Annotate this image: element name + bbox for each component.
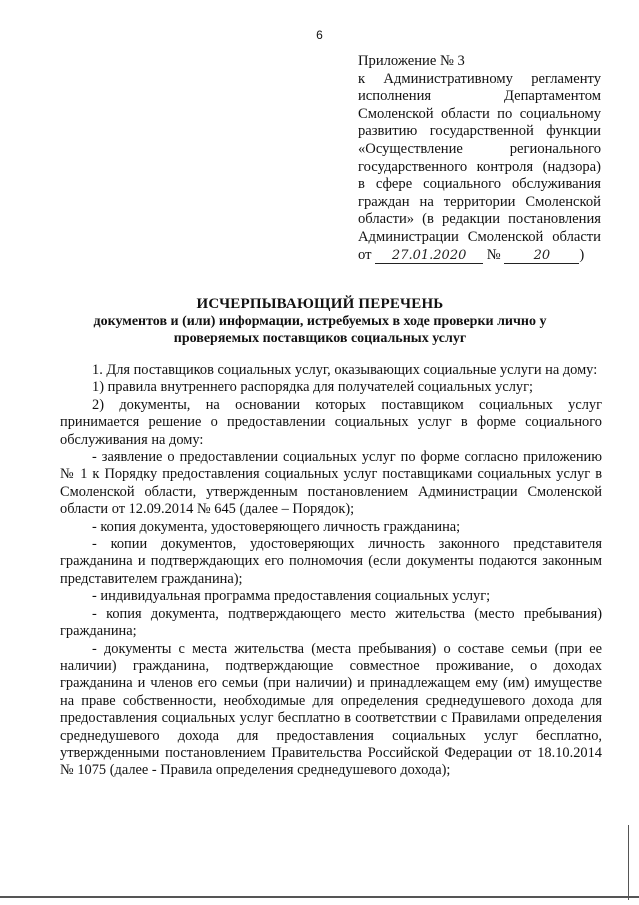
number-label: № — [486, 246, 501, 263]
annex-line: исполнения Департаментом — [358, 88, 601, 105]
annex-header — [358, 53, 601, 264]
paragraph: - копия документа, удостоверяющего личность гражданина; — [92, 518, 461, 535]
paragraph: 2) документы, на основании которых поставщиком социальных услуг принимается решение о предоставлении социальных услуг в форме социального обслуживания на дому: — [60, 396, 602, 448]
page-number: 6 — [316, 28, 323, 42]
handwritten-date: 27.01.2020 — [375, 249, 483, 264]
annex-line: к Административному регламенту — [358, 70, 601, 87]
annex-line: государственного контроля (надзора) — [358, 158, 601, 175]
scan-edge-mark — [628, 825, 629, 900]
document-subtitle: документов и (или) информации, истребуемых в ходе проверки лично у — [93, 314, 547, 329]
annex-signature-line — [358, 247, 601, 265]
document-title: ИСЧЕРПЫВАЮЩИЙ ПЕРЕЧЕНЬ — [196, 296, 444, 312]
closing-paren: ) — [579, 246, 585, 263]
paragraph: - заявление о предоставлении социальных услуг по форме согласно приложению № 1 к Порядку предоставления социальных услуг поставщиками социальных услуг в Смоленской области, утвержденным постановлением Администрации Смоленской области от 12.09.2014 № 645 (далее – Порядок); — [60, 449, 602, 518]
from-label: от — [358, 246, 372, 263]
paragraph: - копия документа, подтверждающего место жительства (место пребывания) гражданина; — [60, 605, 602, 640]
document-heading — [40, 295, 600, 347]
paragraph: - копии документов, удостоверяющих личность законного представителя гражданина и подтверждающих его полномочия (если документы подаются законным представителем гражданина); — [60, 536, 602, 587]
paragraph: 1) правила внутреннего распорядка для получателей социальных услуг; — [92, 379, 534, 396]
annex-line: Смоленской области по социальному — [358, 105, 601, 122]
annex-title: Приложение № 3 — [358, 53, 465, 69]
handwritten-number: 20 — [504, 249, 579, 264]
scan-bottom-edge — [0, 896, 639, 898]
annex-line: Администрации Смоленской области — [358, 228, 601, 245]
document-subtitle: проверяемых поставщиков социальных услуг — [173, 331, 467, 346]
paragraph: - документы с места жительства (места пребывания) о составе семьи (при ее наличии) гражданина, подтверждающие совместное проживание, о доходах гражданина и членов его семьи (при наличии) и принадлежащем ему (им) имуществе на праве собственности, необходимые для определения среднедушевого дохода для предоставления социальных услуг бесплатно в соответствии с Правилами определения среднедушевого дохода для предоставления социальных услуг бесплатно, утвержденными постановлением Правительства Российской Федерации от 18.10.2014 № 1075 (далее - Правила определения среднедушевого дохода); — [60, 640, 602, 779]
annex-line: области» (в редакции постановления — [358, 211, 601, 228]
document-body — [60, 362, 602, 780]
paragraph: - индивидуальная программа предоставления социальных услуг; — [92, 588, 491, 605]
annex-line: граждан на территории Смоленской — [358, 193, 601, 210]
annex-line: развитию государственной функции — [358, 123, 601, 140]
annex-line: «Осуществление регионального — [358, 140, 601, 157]
paragraph: 1. Для поставщиков социальных услуг, оказывающих социальные услуги на дому: — [92, 362, 598, 378]
annex-line: в сфере социального обслуживания — [358, 176, 601, 193]
